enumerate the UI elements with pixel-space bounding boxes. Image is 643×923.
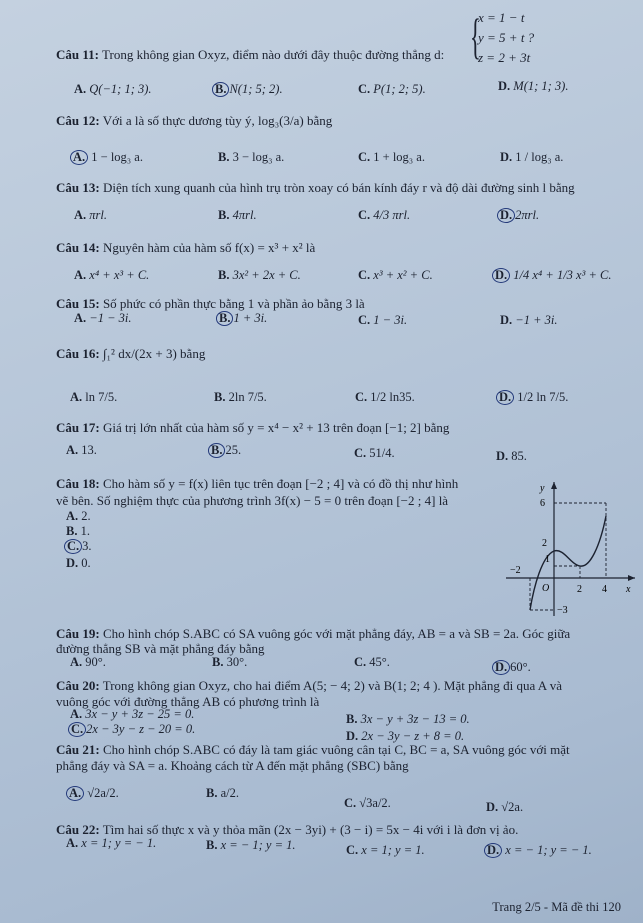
option-value: 2πrl.	[515, 208, 540, 222]
option-key: C.	[355, 390, 368, 404]
question-text: Số phức có phần thực bằng 1 và phần ảo bằng 3 là	[102, 296, 365, 311]
option-value: −1 − 3i.	[89, 311, 132, 325]
option-d[interactable]	[500, 313, 558, 328]
question-17	[56, 420, 449, 435]
question-21-line1	[56, 742, 570, 757]
option-key: C.	[354, 446, 367, 460]
question-number: Câu 22:	[56, 822, 100, 837]
option-value: x³ + x² + C.	[373, 268, 433, 282]
option-key-circled: D.	[492, 268, 510, 283]
option-key: B.	[346, 712, 358, 726]
option-value: 1 + log₃ a.	[373, 150, 425, 164]
option-value: 2x − 3y − z − 20 = 0.	[86, 722, 196, 736]
option-c[interactable]	[358, 82, 426, 97]
option-value: 1 − log₃ a.	[91, 150, 143, 164]
option-d[interactable]	[498, 79, 568, 94]
option-value: 90°.	[85, 655, 106, 669]
option-b[interactable]	[218, 208, 257, 223]
option-key: D.	[500, 313, 513, 327]
question-14	[56, 240, 315, 255]
y-axis-label: y	[540, 483, 545, 494]
option-key: A.	[66, 443, 79, 457]
option-a[interactable]	[74, 82, 152, 97]
question-text: Trong không gian Oxyz, cho hai điểm A(5; − 4; 2) và B(1; 2; 4 ). Mặt phẳng đi qua A và	[102, 678, 562, 693]
option-key: D.	[498, 79, 511, 93]
origin-label: O	[542, 583, 550, 594]
option-value: x = − 1; y = − 1.	[505, 843, 592, 857]
option-key: B.	[212, 655, 224, 669]
option-key-circled: B.	[208, 443, 225, 458]
question-11	[56, 47, 444, 62]
option-value: 1/2 ln 7/5.	[517, 390, 569, 404]
option-d[interactable]	[66, 556, 91, 571]
function-curve	[530, 516, 606, 610]
question-21-line2	[56, 758, 409, 773]
option-d[interactable]	[497, 208, 539, 223]
option-key: D.	[496, 449, 509, 463]
question-text: Với a là số thực dương tùy ý, log₃(3/a) bằng	[102, 113, 333, 128]
equation-z: z = 2 + 3t	[478, 50, 531, 65]
option-value: 1 − 3i.	[373, 313, 408, 327]
option-a[interactable]	[70, 150, 143, 165]
option-key-circled: B.	[212, 82, 229, 97]
option-value: 3x − y + 3z − 13 = 0.	[360, 712, 470, 726]
question-text: vuông góc với đường thẳng AB có phương trình là	[56, 694, 320, 709]
option-a[interactable]	[74, 311, 132, 326]
brace-symbol: {	[470, 8, 481, 64]
question-15	[56, 296, 365, 311]
question-text: phẳng đáy và SA = a. Khoảng cách từ A đến mặt phẳng (SBC) bằng	[56, 758, 409, 773]
y-tick-neg3: −3	[557, 605, 568, 616]
question-number: Câu 19:	[56, 626, 100, 641]
option-c[interactable]	[64, 539, 92, 554]
question-number: Câu 16:	[56, 346, 100, 361]
equation-x: x = 1 − t	[478, 10, 525, 25]
option-value: 3 − log₃ a.	[232, 150, 285, 164]
option-key: A.	[66, 509, 79, 523]
option-a[interactable]	[70, 655, 106, 670]
option-c[interactable]	[68, 722, 195, 737]
option-b[interactable]	[206, 786, 239, 801]
x-axis-arrow-icon	[628, 575, 635, 581]
option-value: ln 7/5.	[85, 390, 118, 404]
y-tick-6: 6	[540, 498, 545, 509]
question-text: ∫₁² dx/(2x + 3) bằng	[102, 346, 206, 361]
option-d[interactable]	[492, 268, 612, 283]
option-value: 60°.	[510, 660, 531, 674]
question-number: Câu 11:	[56, 47, 99, 62]
option-key: A.	[70, 655, 83, 669]
option-value: 1.	[80, 524, 90, 538]
page-footer: Trang 2/5 - Mã đề thi 120	[492, 900, 621, 914]
option-a[interactable]	[70, 390, 117, 405]
option-value: N(1; 5; 2).	[229, 82, 283, 96]
option-b[interactable]	[216, 311, 267, 326]
option-value: Q(−1; 1; 3).	[89, 82, 152, 96]
option-d[interactable]	[500, 150, 563, 165]
option-key-circled: D.	[497, 208, 515, 223]
question-22	[56, 822, 518, 837]
option-key: C.	[358, 82, 371, 96]
option-c[interactable]	[346, 843, 425, 858]
question-text: Cho hình chóp S.ABC có đáy là tam giác vuông cân tại C, BC = a, SA vuông góc với mặt	[102, 742, 570, 757]
x-tick-2: 2	[577, 584, 582, 595]
option-value: 2.	[81, 509, 91, 523]
option-value: 3.	[82, 539, 92, 553]
option-key: B.	[206, 838, 218, 852]
option-key-circled: C.	[64, 539, 82, 554]
option-key: A.	[66, 836, 79, 850]
option-key: C.	[344, 796, 357, 810]
option-c[interactable]	[358, 208, 410, 223]
option-key-circled: D.	[492, 660, 510, 675]
option-key: A.	[70, 390, 83, 404]
option-key: C.	[358, 208, 371, 222]
option-a[interactable]	[70, 707, 194, 722]
option-key: A.	[70, 707, 83, 721]
option-a[interactable]	[74, 268, 149, 283]
option-value: x = 1; y = 1.	[361, 843, 425, 857]
option-a[interactable]	[66, 509, 91, 524]
option-key-circled: D.	[496, 390, 514, 405]
option-d[interactable]	[496, 449, 527, 464]
y-tick-2: 2	[542, 538, 547, 549]
question-text: Cho hàm số y = f(x) liên tục trên đoạn [−2 ; 4] và có đồ thị như hình	[102, 476, 459, 491]
option-key: C.	[354, 655, 367, 669]
question-number: Câu 13:	[56, 180, 100, 195]
option-key: D.	[346, 729, 359, 743]
option-b[interactable]	[346, 712, 470, 727]
option-value: 1 + 3i.	[233, 311, 268, 325]
option-value: 45°.	[369, 655, 390, 669]
question-text: Cho hình chóp S.ABC có SA vuông góc với mặt phẳng đáy, AB = a và SB = 2a. Góc giữa	[102, 626, 571, 641]
question-18-line1	[56, 476, 458, 491]
option-value: √2a.	[501, 800, 524, 814]
y-axis-arrow-icon	[551, 482, 557, 489]
x-axis-label: x	[626, 584, 631, 595]
option-value: 1/4 x⁴ + 1/3 x³ + C.	[513, 268, 612, 282]
option-value: 85.	[511, 449, 527, 463]
option-value: x = 1; y = − 1.	[81, 836, 157, 850]
option-d[interactable]	[496, 390, 568, 405]
option-c[interactable]	[354, 655, 390, 670]
option-b[interactable]	[206, 838, 296, 853]
option-value: 2x − 3y − z + 8 = 0.	[361, 729, 465, 743]
question-text: Tìm hai số thực x và y thỏa mãn (2x − 3yi) + (3 − i) = 5x − 4i với i là đơn vị ảo.	[102, 822, 519, 837]
option-value: x = − 1; y = 1.	[220, 838, 296, 852]
option-key-circled: A.	[66, 786, 84, 801]
option-b[interactable]	[218, 150, 284, 165]
question-19-line2	[56, 641, 265, 656]
option-b[interactable]	[208, 443, 241, 458]
option-value: x⁴ + x³ + C.	[89, 268, 150, 282]
option-value: 30°.	[226, 655, 248, 669]
option-key: A.	[74, 311, 87, 325]
option-value: 3x² + 2x + C.	[232, 268, 301, 282]
equation-y: y = 5 + t ?	[478, 30, 535, 45]
option-a[interactable]	[66, 786, 119, 801]
option-d[interactable]	[484, 843, 592, 858]
question-text: Giá trị lớn nhất của hàm số y = x⁴ − x² + 13 trên đoạn [−1; 2] bằng	[102, 420, 450, 435]
y-tick-1: 1	[545, 554, 550, 565]
line-equation-system	[478, 8, 534, 68]
question-number: Câu 17:	[56, 420, 100, 435]
question-12	[56, 113, 332, 128]
option-value: 1 / log₃ a.	[515, 150, 564, 164]
option-key: C.	[358, 150, 371, 164]
option-d[interactable]	[492, 660, 531, 675]
option-value: 0.	[81, 556, 91, 570]
option-value: 4πrl.	[232, 208, 257, 222]
option-value: 4/3 πrl.	[373, 208, 411, 222]
option-b[interactable]	[218, 268, 301, 283]
question-18-line2	[56, 493, 448, 508]
option-key: C.	[358, 268, 371, 282]
option-a[interactable]	[66, 836, 156, 851]
option-value: 2ln 7/5.	[228, 390, 267, 404]
option-b[interactable]	[212, 82, 283, 97]
question-text: Nguyên hàm của hàm số f(x) = x³ + x² là	[102, 240, 316, 255]
option-b[interactable]	[212, 655, 247, 670]
option-key: B.	[218, 150, 230, 164]
option-key: D.	[500, 150, 513, 164]
option-key: A.	[74, 208, 87, 222]
option-key: B.	[218, 268, 230, 282]
option-key: C.	[346, 843, 359, 857]
option-key: D.	[66, 556, 79, 570]
option-value: 1/2 ln35.	[370, 390, 415, 404]
question-text: vẽ bên. Số nghiệm thực của phương trình 3f(x) − 5 = 0 trên đoạn [−2 ; 4] là	[56, 493, 449, 508]
option-key-circled: C.	[68, 722, 86, 737]
option-value: 3x − y + 3z − 25 = 0.	[85, 707, 195, 721]
option-value: P(1; 2; 5).	[373, 82, 426, 96]
question-number: Câu 21:	[56, 742, 100, 757]
question-13	[56, 180, 575, 195]
option-key-circled: A.	[70, 150, 88, 165]
option-c[interactable]	[354, 446, 395, 461]
question-20-line1	[56, 678, 562, 693]
option-key: B.	[206, 786, 218, 800]
option-value: 25.	[225, 443, 242, 457]
option-d[interactable]	[486, 800, 523, 815]
option-value: √2a/2.	[87, 786, 119, 800]
option-b[interactable]	[66, 524, 90, 539]
option-b[interactable]	[214, 390, 267, 405]
option-key-circled: B.	[216, 311, 233, 326]
option-value: 51/4.	[369, 446, 395, 460]
function-graph	[500, 476, 640, 616]
question-16	[56, 346, 205, 361]
x-tick-4: 4	[602, 584, 607, 595]
question-text: đường thẳng SB và mặt phẳng đáy bằng	[56, 641, 265, 656]
option-value: −1 + 3i.	[515, 313, 558, 327]
question-number: Câu 18:	[56, 476, 100, 491]
question-19-line1	[56, 626, 570, 641]
question-text: Trong không gian Oxyz, điểm nào dưới đây thuộc đường thẳng d:	[102, 47, 445, 62]
option-key: A.	[74, 268, 87, 282]
question-number: Câu 12:	[56, 113, 100, 128]
option-value: √3a/2.	[359, 796, 391, 810]
option-a[interactable]	[74, 208, 107, 223]
option-c[interactable]	[358, 313, 407, 328]
option-c[interactable]	[355, 390, 415, 405]
option-key: A.	[74, 82, 87, 96]
option-key: D.	[486, 800, 499, 814]
option-c[interactable]	[358, 268, 433, 283]
option-value: πrl.	[89, 208, 108, 222]
option-key-circled: D.	[484, 843, 502, 858]
question-number: Câu 15:	[56, 296, 100, 311]
option-key: C.	[358, 313, 371, 327]
option-value: 13.	[81, 443, 97, 457]
option-key: B.	[214, 390, 226, 404]
option-c[interactable]	[344, 796, 391, 811]
question-number: Câu 20:	[56, 678, 100, 693]
option-value: a/2.	[220, 786, 239, 800]
option-value: M(1; 1; 3).	[513, 79, 569, 93]
option-a[interactable]	[66, 443, 97, 458]
question-number: Câu 14:	[56, 240, 100, 255]
option-c[interactable]	[358, 150, 425, 165]
x-tick-neg2: −2	[510, 565, 521, 576]
option-key: B.	[218, 208, 230, 222]
option-key: B.	[66, 524, 78, 538]
question-text: Diện tích xung quanh của hình trụ tròn xoay có bán kính đáy r và độ dài đường sinh l bằng	[102, 180, 575, 195]
